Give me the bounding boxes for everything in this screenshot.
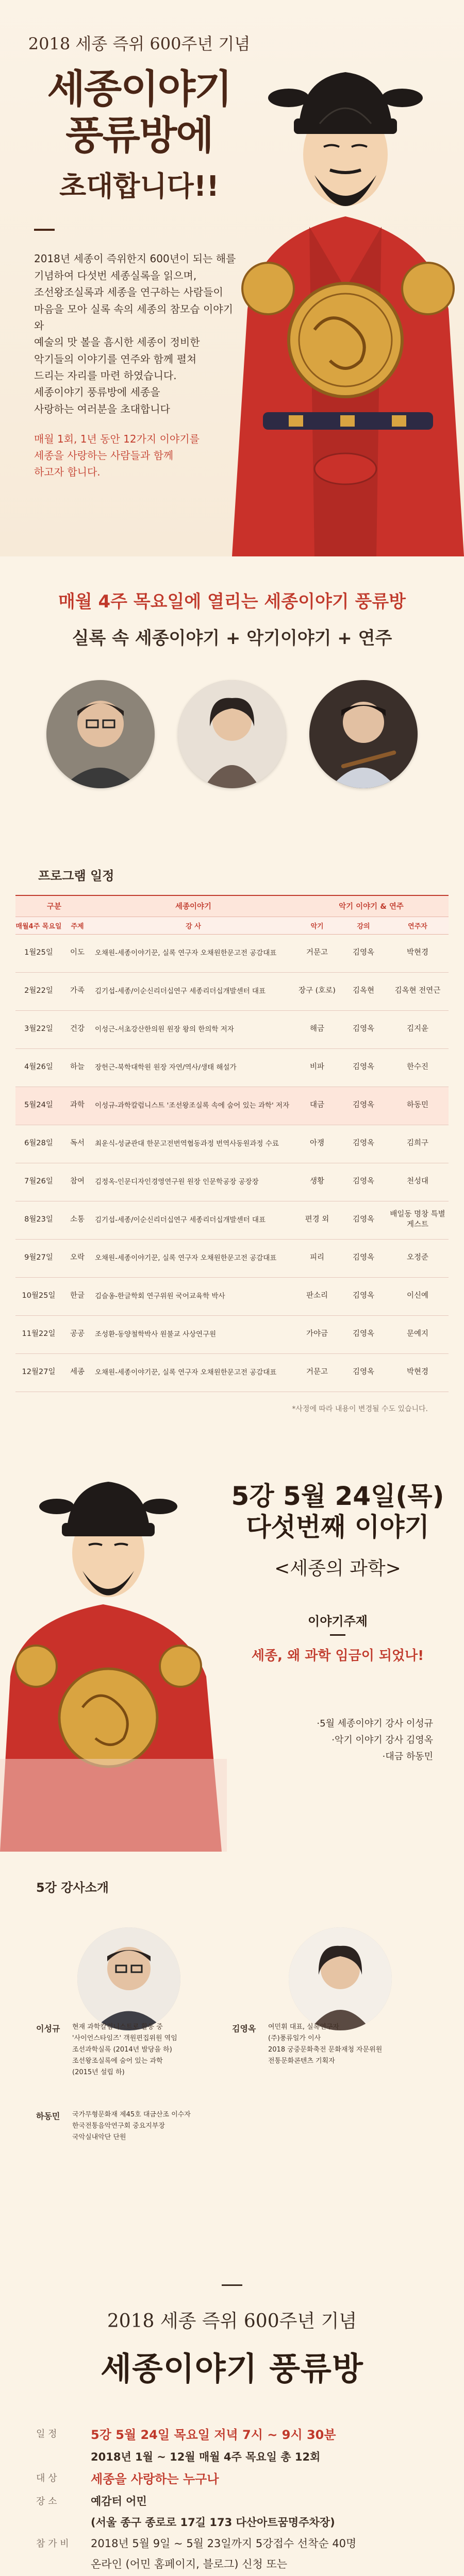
- row-theme: 건강: [62, 1010, 93, 1048]
- info-divider: [222, 2284, 242, 2286]
- row-talk: 김영옥: [340, 1353, 387, 1392]
- row-lecture: 이성근-서초강산한의원 원장 왕의 한의학 저자: [93, 1010, 294, 1048]
- row-talk: 김영옥: [340, 1125, 387, 1163]
- row-theme: 하늘: [62, 1048, 93, 1087]
- desc-line: 기념하여 다섯번 세종실록을 읽으며,: [34, 269, 197, 282]
- row-performer: 오정준: [387, 1239, 449, 1277]
- bio-line: 현재 과학칼럼니스트로 활동 중: [72, 2023, 163, 2031]
- king-sejong-illustration: [227, 21, 464, 556]
- row-theme: 이도: [62, 934, 93, 972]
- row-instrument: 대금: [294, 1087, 340, 1125]
- row-lecture: 김슬옹-한글학회 연구위원 국어교육학 박사: [93, 1277, 294, 1315]
- instructors-title: 5강 강사소개: [36, 1880, 109, 1895]
- note-line: 하고자 합니다.: [34, 466, 101, 479]
- schedule-row: [15, 1125, 449, 1163]
- schedule-table: [15, 896, 449, 1392]
- bio-line: 국악실내악단 단원: [72, 2133, 126, 2141]
- info-key: 장 소: [36, 2496, 57, 2507]
- schedule-row: [15, 1239, 449, 1277]
- desc-line: 드리는 자리를 마련 하였습니다.: [34, 369, 177, 382]
- instructor-photo-2: [289, 1927, 392, 2030]
- row-talk: 김영옥: [340, 1087, 387, 1125]
- row-instrument: 가야금: [294, 1315, 340, 1353]
- lecture5-list-item: ·5월 세종이야기 강사 이성규: [317, 1718, 433, 1729]
- lecture5-topic-label: 이야기주제: [308, 1614, 368, 1629]
- row-date: 5월24일: [15, 1087, 62, 1125]
- portrait-instrument-talk: [178, 680, 286, 788]
- bio-3-name: 하동민: [36, 2111, 60, 2121]
- hero-description: [34, 250, 240, 417]
- hero-section: [0, 0, 464, 556]
- row-lecture: 김기섭-세종/이순신리더십연구 세종리더십개발센터 대표: [93, 972, 294, 1010]
- row-instrument: 생황: [294, 1163, 340, 1201]
- row-talk: 김영옥: [340, 1010, 387, 1048]
- info-key: [36, 2448, 91, 2466]
- row-talk: 김영옥: [340, 1048, 387, 1087]
- info-key: 참 가 비: [36, 2538, 69, 2549]
- row-lecture: 이성규-과학칼럼니스트 '조선왕조실록 속에 숨어 있는 과학' 저자: [93, 1087, 294, 1125]
- row-instrument: 피리: [294, 1239, 340, 1277]
- row-instrument: 비파: [294, 1048, 340, 1087]
- info-kicker: 2018 세종 즉위 600주년 기념: [107, 2310, 357, 2332]
- info-value: (서울 종구 종로로 17길 173 다산아트꿈명주차장): [91, 2516, 335, 2529]
- info-title: 세종이야기 풍류방: [101, 2349, 363, 2387]
- row-theme: 한글: [62, 1277, 93, 1315]
- lecture5-divider: [330, 1634, 345, 1636]
- row-theme: 독서: [62, 1125, 93, 1163]
- lecture5-list: [227, 1716, 449, 1766]
- row-date: 10월25일: [15, 1277, 62, 1315]
- info-row: [36, 2535, 438, 2553]
- schedule-row: [15, 1315, 449, 1353]
- row-talk: 김영옥: [340, 1315, 387, 1353]
- info-row: [36, 2448, 438, 2466]
- person-photo-icon: [309, 680, 418, 788]
- info-row: [36, 2555, 438, 2573]
- hero-note: [34, 431, 240, 480]
- row-date: 3월22일: [15, 1010, 62, 1048]
- person-photo-icon: [46, 680, 155, 788]
- schedule-row: [15, 1353, 449, 1392]
- info-key: 일 정: [36, 2428, 57, 2439]
- row-theme: 세종: [62, 1353, 93, 1392]
- lecture5-text: [227, 1481, 449, 1766]
- row-talk: 김영옥: [340, 934, 387, 972]
- row-instrument: 거문고: [294, 934, 340, 972]
- info-row: [36, 2469, 438, 2490]
- row-talk: 김영옥: [340, 1163, 387, 1201]
- bio-line: 조선과학실록 (2014년 발당을 하): [72, 2045, 172, 2054]
- header-inst: 악기: [294, 917, 340, 934]
- monthly-headline: 매월 4주 목요일에 열리는 세종이야기 풍류방: [58, 591, 406, 612]
- row-date: 8월23일: [15, 1201, 62, 1239]
- hero-subtitle: 초대합니다!!: [59, 170, 220, 203]
- header-theme: 주제: [62, 917, 93, 934]
- row-instrument: 장구 (호로): [294, 972, 340, 1010]
- lecture5-date-line2: 다섯번째 이야기: [246, 1512, 429, 1542]
- row-date: 12월27일: [15, 1353, 62, 1392]
- info-value: 예감터 어민: [91, 2495, 147, 2508]
- row-performer: 천성대: [387, 1163, 449, 1201]
- row-instrument: 거문고: [294, 1353, 340, 1392]
- info-key: [36, 2555, 91, 2573]
- info-section: [0, 2284, 464, 2576]
- row-theme: 소통: [62, 1201, 93, 1239]
- row-performer: 한수진: [387, 1048, 449, 1087]
- row-performer: 김옥현 전연근: [387, 972, 449, 1010]
- bio-1: [36, 2022, 222, 2078]
- info-value: 2018년 1월 ~ 12월 매월 4주 목요일 총 12회: [91, 2451, 321, 2464]
- desc-line: 조선왕조실록과 세종을 연구하는 사람들이: [34, 286, 223, 299]
- monthly-subline: 실록 속 세종이야기 + 악기이야기 + 연주: [72, 628, 392, 649]
- hero-text-block: [26, 31, 253, 480]
- row-lecture: 김정옥-인문디자인경영연구원 원장 인문학공장 공장장: [93, 1163, 294, 1201]
- row-theme: 과학: [62, 1087, 93, 1125]
- header-sejong: 세종이야기: [93, 896, 294, 917]
- info-row: [36, 2425, 438, 2446]
- bio-line: (주)풍류일가 이사: [268, 2034, 321, 2042]
- row-date: 9월27일: [15, 1239, 62, 1277]
- note-line: 매월 1회, 1년 동안 12가지 이야기를: [34, 433, 200, 446]
- row-theme: 참여: [62, 1163, 93, 1201]
- header-instrument: 악기 이야기 & 연주: [294, 896, 449, 917]
- monthly-section: [0, 556, 464, 866]
- row-lecture: 김기섭-세종/이순신리더십연구 세종리더십개발센터 대표: [93, 1201, 294, 1239]
- row-theme: 가족: [62, 972, 93, 1010]
- row-date: 11월22일: [15, 1315, 62, 1353]
- row-date: 6월28일: [15, 1125, 62, 1163]
- desc-line: 2018년 세종이 즉위한지 600년이 되는 해를: [34, 252, 236, 265]
- person-photo-icon: [77, 1927, 180, 2030]
- note-line: 세종을 사랑하는 사람들과 함께: [34, 449, 174, 462]
- schedule-note: *사정에 따라 내용이 변경될 수도 있습니다.: [292, 1404, 428, 1413]
- row-performer: 하동민: [387, 1087, 449, 1125]
- header-gubun: 구분: [15, 896, 93, 917]
- row-date: 4월26일: [15, 1048, 62, 1087]
- row-date: 1월25일: [15, 934, 62, 972]
- row-instrument: 해금: [294, 1010, 340, 1048]
- header-perform: 연주자: [387, 917, 449, 934]
- schedule-row: [15, 972, 449, 1010]
- row-theme: 공공: [62, 1315, 93, 1353]
- schedule-body: [15, 934, 449, 1392]
- bio-line: 한국전통음악연구회 중요지부장: [72, 2122, 165, 2130]
- row-performer: 박현경: [387, 1353, 449, 1392]
- bio-3: [36, 2109, 253, 2143]
- row-performer: 김지윤: [387, 1010, 449, 1048]
- desc-line: 사랑하는 여러분을 초대합니다: [34, 402, 170, 415]
- row-lecture: 오채원-세종이야기꾼, 실록 연구자 오채원한문고전 공감대표: [93, 1353, 294, 1392]
- hero-title: [26, 66, 253, 158]
- instructor-photos: [0, 1907, 464, 2041]
- row-lecture: 최운식-성균관대 한문고전번역협동과정 번역사동원과정 수료: [93, 1125, 294, 1163]
- schedule-row: [15, 1163, 449, 1201]
- schedule-row: [15, 1087, 449, 1125]
- lecture5-topic: <세종의 과학>: [274, 1557, 401, 1579]
- row-talk: 김영옥: [340, 1277, 387, 1315]
- info-value: 2018년 5월 9일 ~ 5월 23일까지 5강접수 선착순 40명: [91, 2537, 357, 2550]
- lecture5-topic-text: 세종, 왜 과학 임금이 되었나!: [251, 1648, 424, 1664]
- schedule-section: [0, 866, 464, 1414]
- schedule-title: 프로그램 일정: [38, 869, 114, 883]
- bio-line: (2015년 설립 하): [72, 2068, 125, 2076]
- portrait-row: [0, 680, 464, 788]
- row-lecture: 오채원-세종이야기꾼, 실록 연구자 오채원한문고전 공감대표: [93, 934, 294, 972]
- row-instrument: 아쟁: [294, 1125, 340, 1163]
- row-talk: 김영옥: [340, 1201, 387, 1239]
- king-sejong-illustration-2: [0, 1450, 227, 1852]
- lecture5-date: [227, 1481, 449, 1543]
- portrait-performer: [309, 680, 418, 788]
- row-date: 2월22일: [15, 972, 62, 1010]
- row-lecture: 조성환-동양철학박사 원불교 사상연구원: [93, 1315, 294, 1353]
- row-performer: 배일동 명창 특별게스트: [387, 1201, 449, 1239]
- row-performer: 이신예: [387, 1277, 449, 1315]
- info-value: 5강 5월 24일 목요일 저녁 7시 ~ 9시 30분: [91, 2427, 336, 2442]
- person-photo-icon: [289, 1927, 392, 2030]
- schedule-row: [15, 1048, 449, 1087]
- hero-divider: [34, 229, 55, 231]
- lecture5-list-item: ·대금 하동민: [382, 1751, 433, 1762]
- row-instrument: 편경 외: [294, 1201, 340, 1239]
- hero-title-line2: 풍류방에: [65, 112, 213, 158]
- row-performer: 박현경: [387, 934, 449, 972]
- lecture5-list-item: ·악기 이야기 강사 김영옥: [332, 1734, 433, 1745]
- bio-line: '사이언스타임즈' 객원편집위원 역임: [72, 2034, 177, 2042]
- bio-2: [232, 2022, 438, 2067]
- info-key: 대 상: [36, 2472, 57, 2484]
- bio-line: 국가무형문화재 제45호 대금산조 이수자: [72, 2110, 191, 2119]
- instructors-section: [0, 1852, 464, 2284]
- info-row: [36, 2514, 438, 2532]
- row-instrument: 판소리: [294, 1277, 340, 1315]
- row-performer: 김희구: [387, 1125, 449, 1163]
- hero-kicker: 2018 세종 즉위 600주년 기념: [28, 34, 251, 54]
- schedule-row: [15, 1010, 449, 1048]
- info-value: 온라인 (어민 홈페이지, 블로그) 신청 또는: [91, 2558, 288, 2571]
- person-photo-icon: [178, 680, 286, 788]
- info-value: 세종을 사랑하는 누구나: [91, 2471, 219, 2486]
- header-lecture: 강 사: [93, 917, 294, 934]
- portrait-speaker: [46, 680, 155, 788]
- row-lecture: 오채원-세종이야기꾼, 실록 연구자 오채원한문고전 공감대표: [93, 1239, 294, 1277]
- info-row: [36, 2493, 438, 2511]
- info-key: [36, 2514, 91, 2532]
- bio-line: 여민휘 대표, 실록연구자: [268, 2023, 339, 2031]
- header-date: 매월4주 목요일: [15, 917, 62, 934]
- schedule-row: [15, 1277, 449, 1315]
- bio-line: 조선왕조실록에 숨어 있는 과학: [72, 2057, 163, 2065]
- schedule-row: [15, 934, 449, 972]
- row-theme: 오락: [62, 1239, 93, 1277]
- header-talk: 강의: [340, 917, 387, 934]
- info-table: [36, 2425, 438, 2576]
- desc-line: 악기들의 이야기를 연주와 함께 펼쳐: [34, 352, 197, 365]
- instructor-photo-1: [77, 1927, 180, 2030]
- bio-2-name: 김영옥: [232, 2023, 256, 2033]
- row-talk: 김옥현: [340, 972, 387, 1010]
- row-date: 7월26일: [15, 1163, 62, 1201]
- schedule-table-wrap: [15, 895, 449, 1392]
- bio-line: 2018 궁중문화축전 문화재청 자문위원: [268, 2045, 383, 2054]
- lecture5-date-line1: 5강 5월 24일(목): [231, 1481, 444, 1511]
- lecture5-section: [0, 1450, 464, 1852]
- hero-title-line1: 세종이야기: [47, 66, 231, 112]
- desc-line: 세종이야기 풍류방에 세종을: [34, 386, 160, 399]
- desc-line: 마음을 모아 실록 속의 세종의 참모습 이야기와: [34, 302, 233, 332]
- schedule-row: [15, 1201, 449, 1239]
- row-performer: 문예지: [387, 1315, 449, 1353]
- desc-line: 예술의 맛 볼을 흠시한 세종이 정비한: [34, 336, 200, 349]
- row-lecture: 장헌근-북학대학원 원장 자연/역사/생태 해설가: [93, 1048, 294, 1087]
- bio-line: 전통문화콘텐츠 기획자: [268, 2057, 335, 2065]
- bio-1-name: 이성규: [36, 2023, 60, 2033]
- row-talk: 김영옥: [340, 1239, 387, 1277]
